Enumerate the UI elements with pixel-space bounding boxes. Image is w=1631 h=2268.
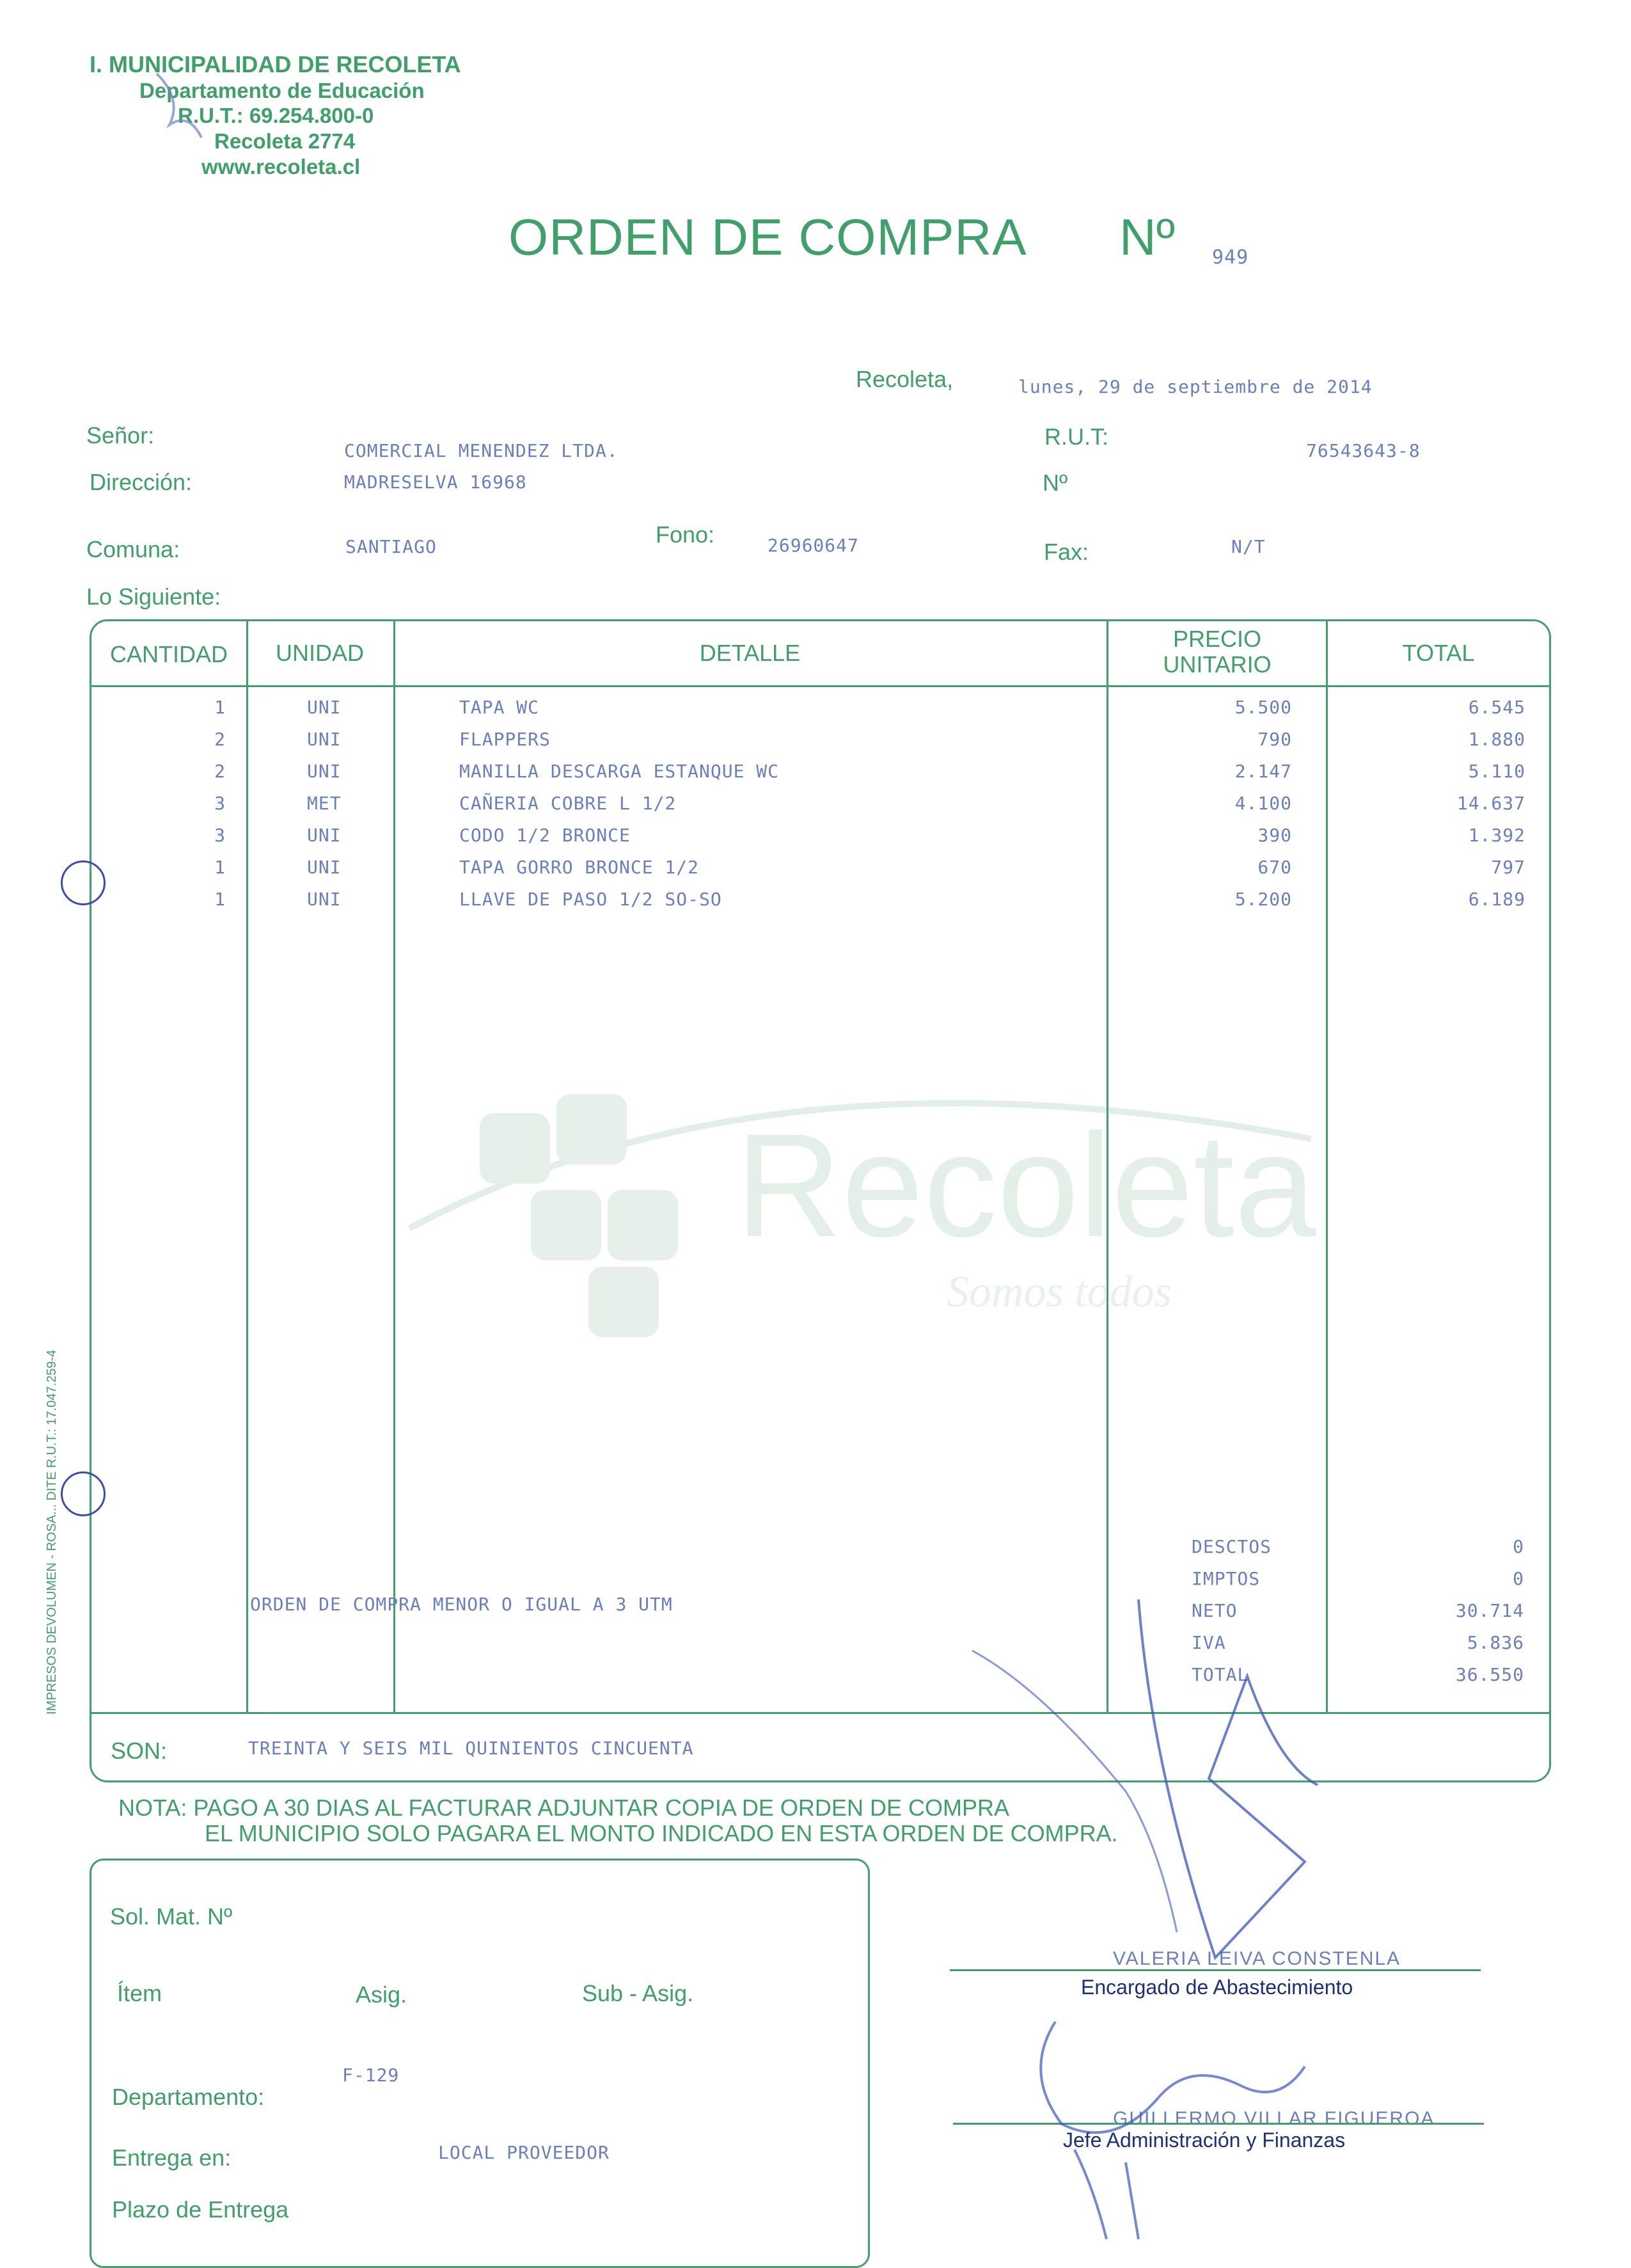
supplier-comuna: SANTIAGO [345, 536, 437, 557]
cell-precio: 2.147 [1234, 761, 1292, 782]
cell-detalle: CODO 1/2 BRONCE [459, 825, 631, 846]
table-row [91, 793, 1549, 825]
watermark-tagline: Somos todos [947, 1267, 1172, 1317]
header-detalle: DETALLE [699, 640, 801, 666]
department-name: Departamento de Educación [139, 79, 425, 102]
supplier-phone: 26960647 [768, 535, 859, 556]
cell-total: 1.392 [1468, 825, 1525, 846]
stamp-mark [144, 61, 214, 154]
table-note: ORDEN DE COMPRA MENOR O IGUAL A 3 UTM [250, 1594, 673, 1615]
table-row [91, 761, 1549, 793]
cell-precio: 4.100 [1234, 793, 1292, 814]
binder-hole-bottom [61, 1471, 106, 1516]
cell-unidad: UNI [307, 825, 342, 846]
signer-1-title: Encargado de Abastecimiento [1081, 1976, 1353, 1999]
header-cantidad: CANTIDAD [109, 641, 228, 667]
cell-unidad: UNI [307, 889, 342, 910]
payment-note-line1: NOTA: PAGO A 30 DIAS AL FACTURAR ADJUNTAR COPIA DE ORDEN DE COMPRA [118, 1795, 1009, 1821]
cell-cantidad: 3 [214, 793, 226, 814]
table-row [91, 697, 1549, 729]
signer-2-name: GUILLERMO VILLAR FIGUEROA [1113, 2108, 1435, 2129]
document-title: ORDEN DE COMPRA [508, 209, 1027, 266]
printer-side-text: IMPRESOS DEVOLUMEN - ROSA... DITE R.U.T.: 17.047.259-4 [45, 1349, 59, 1715]
senor-label: Señor: [86, 422, 155, 448]
cell-precio: 5.500 [1234, 697, 1292, 718]
municipality-name: I. MUNICIPALIDAD DE RECOLETA [90, 51, 461, 77]
supplier-address: MADRESELVA 16968 [344, 472, 527, 493]
cell-total: 797 [1491, 857, 1525, 878]
cell-detalle: MANILLA DESCARGA ESTANQUE WC [459, 761, 780, 782]
cell-total: 1.880 [1468, 729, 1525, 750]
municipality-rut: R.U.T.: 69.254.800-0 [178, 104, 374, 127]
binder-hole-top [61, 860, 106, 905]
order-date: lunes, 29 de septiembre de 2014 [1018, 376, 1373, 397]
amount-in-words: TREINTA Y SEIS MIL QUINIENTOS CINCUENTA [248, 1738, 694, 1759]
table-row [91, 729, 1549, 761]
table-row [91, 889, 1549, 921]
header-total: TOTAL [1402, 640, 1475, 666]
handwritten-signature [947, 1574, 1394, 2246]
supplier-no-label: Nº [1043, 470, 1068, 496]
asig-label: Asig. [356, 1981, 407, 2008]
summary-label: TOTAL [1192, 1664, 1249, 1685]
cell-cantidad: 2 [214, 729, 226, 750]
cell-detalle: TAPA WC [459, 697, 540, 718]
cell-unidad: UNI [307, 761, 342, 782]
sol-mat-label: Sol. Mat. Nº [110, 1903, 233, 1930]
sub-asig-label: Sub - Asig. [582, 1980, 694, 2006]
cell-precio: 790 [1257, 729, 1292, 750]
header-precio-unitario: PRECIO UNITARIO [1163, 626, 1272, 678]
cell-total: 5.110 [1468, 761, 1525, 782]
cell-unidad: UNI [307, 857, 342, 878]
cell-cantidad: 3 [214, 825, 226, 846]
cell-cantidad: 1 [214, 889, 226, 910]
cell-detalle: CAÑERIA COBRE L 1/2 [459, 793, 677, 814]
summary-label: IMPTOS [1192, 1568, 1261, 1589]
payment-note-line2: EL MUNICIPIO SOLO PAGARA EL MONTO INDICADO EN ESTA ORDEN DE COMPRA. [205, 1820, 1118, 1846]
departamento-label: Departamento: [112, 2084, 265, 2110]
entrega-label: Entrega en: [112, 2145, 232, 2171]
supplier-rut: 76543643-8 [1306, 440, 1421, 461]
summary-label: DESCTOS [1192, 1536, 1272, 1557]
summary-value: 0 [1513, 1568, 1524, 1589]
cell-cantidad: 1 [214, 697, 226, 718]
supplier-name: COMERCIAL MENENDEZ LTDA. [344, 440, 619, 461]
comuna-label: Comuna: [86, 536, 180, 562]
cell-unidad: UNI [307, 729, 342, 750]
cell-precio: 5.200 [1234, 889, 1292, 910]
cell-cantidad: 2 [214, 761, 226, 782]
cell-detalle: LLAVE DE PASO 1/2 SO-SO [459, 889, 722, 910]
summary-value: 5.836 [1467, 1632, 1524, 1653]
cell-precio: 390 [1257, 825, 1292, 846]
supplier-fax: N/T [1231, 536, 1266, 557]
cell-unidad: UNI [307, 697, 342, 718]
signer-1-name: VALERIA LEIVA CONSTENLA [1113, 1948, 1401, 1969]
cell-detalle: FLAPPERS [459, 729, 551, 750]
order-number-label: Nº [1119, 209, 1175, 266]
summary-value: 30.714 [1455, 1600, 1524, 1621]
rut-label: R.U.T: [1044, 424, 1109, 450]
watermark-brand: Recoleta [736, 1103, 1316, 1267]
lo-siguiente-label: Lo Siguiente: [86, 583, 221, 610]
cell-total: 14.637 [1456, 793, 1525, 814]
cell-total: 6.189 [1468, 889, 1525, 910]
summary-value: 0 [1513, 1536, 1524, 1557]
signer-2-title: Jefe Administración y Finanzas [1063, 2129, 1346, 2152]
header-unidad: UNIDAD [275, 640, 364, 666]
cell-precio: 670 [1257, 857, 1292, 878]
entrega-value: LOCAL PROVEEDOR [438, 2142, 610, 2163]
fono-label: Fono: [656, 521, 715, 548]
municipality-website: www.recoleta.cl [201, 155, 361, 178]
cell-cantidad: 1 [214, 857, 226, 878]
municipality-address: Recoleta 2774 [214, 129, 356, 153]
departamento-code: F-129 [342, 2065, 400, 2086]
summary-value: 36.550 [1455, 1664, 1524, 1685]
cell-unidad: MET [307, 793, 342, 814]
summary-label: NETO [1192, 1600, 1238, 1621]
table-header-divider [91, 685, 1549, 687]
son-label: SON: [111, 1738, 168, 1764]
place-label: Recoleta, [856, 366, 954, 392]
order-number: 949 [1212, 246, 1249, 269]
fax-label: Fax: [1044, 539, 1089, 565]
cell-detalle: TAPA GORRO BRONCE 1/2 [459, 857, 700, 878]
table-row [91, 825, 1549, 857]
cell-total: 6.545 [1468, 697, 1525, 718]
summary-label: IVA [1192, 1632, 1226, 1653]
item-label: Ítem [117, 1980, 162, 2006]
direccion-label: Dirección: [90, 469, 193, 495]
plazo-entrega-label: Plazo de Entrega [112, 2196, 289, 2223]
table-row [91, 857, 1549, 889]
